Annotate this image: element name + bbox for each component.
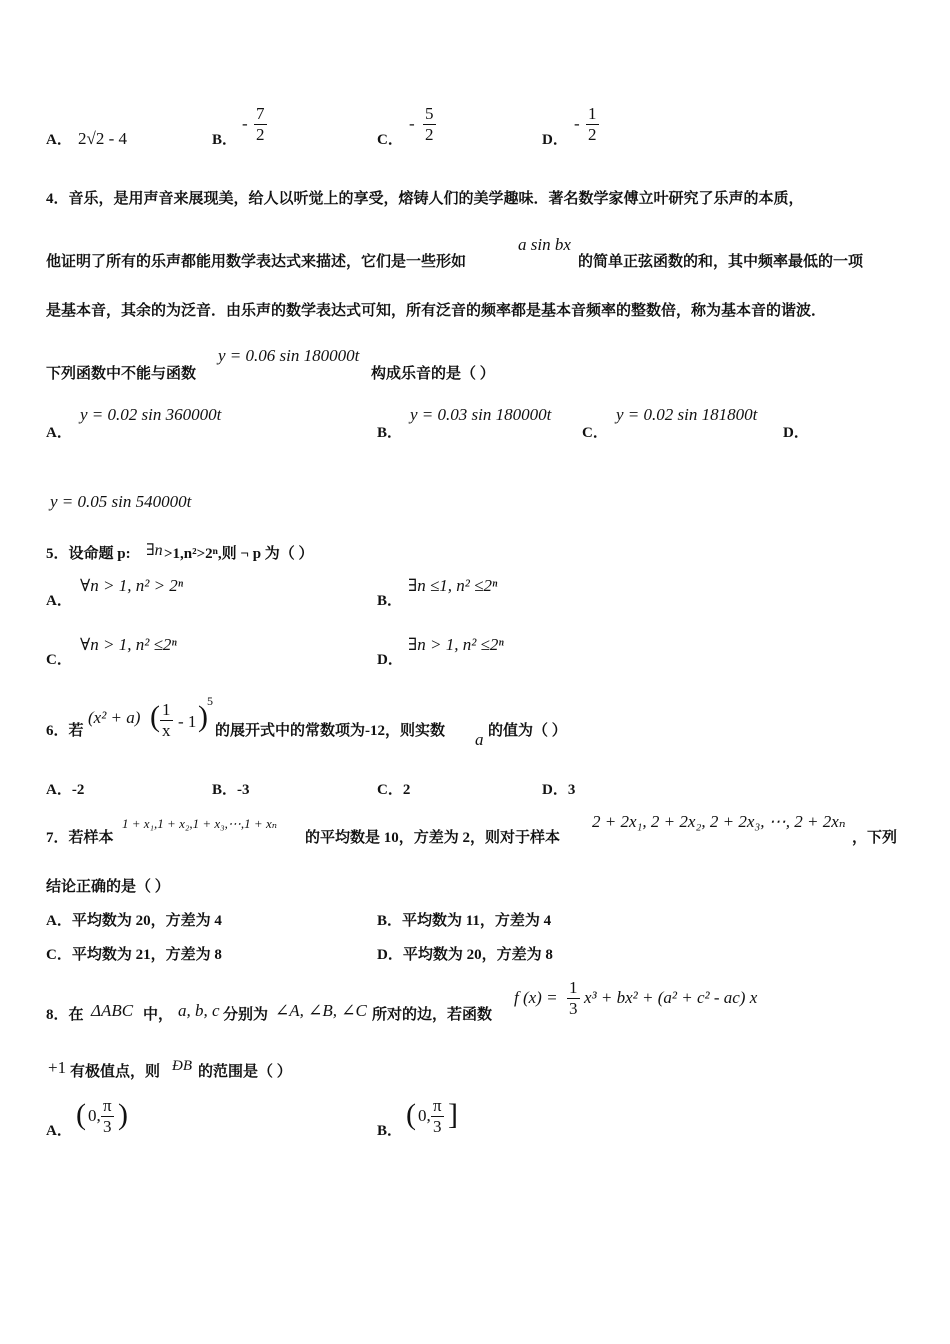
q3-option-d-label: D．: [542, 132, 568, 148]
q8-option-b-zero: 0,: [418, 1106, 431, 1125]
q8-option-b-left-paren: (: [406, 1098, 416, 1131]
q5-stem-pre: 5．设命题 p:: [46, 546, 131, 562]
q8-sides: a, b, c: [178, 1001, 220, 1020]
q5-stem-post: >1,n²>2ⁿ,则 ¬ p 为（ ）: [164, 546, 314, 562]
q3-option-c-fraction: [423, 104, 436, 145]
q8-func-frac-den: 3: [569, 999, 578, 1018]
q7-stem-mid: 的平均数是 10，方差为 2，则对于样本: [305, 830, 561, 846]
q8-stem-mid-1: 中，: [143, 1007, 174, 1023]
q5-stem-expr: ∃n: [146, 542, 163, 559]
q6-expr-fraction: [160, 700, 173, 741]
q3-option-d-den: 2: [588, 125, 597, 144]
q4-line-4-post: 构成乐音的是（ ）: [371, 366, 495, 382]
q5-option-d-label: D．: [377, 652, 403, 668]
q6-stem-post: 的值为（ ）: [488, 723, 567, 739]
q5-option-d-expr: ∃n > 1, n² ≤2ⁿ: [408, 635, 504, 654]
q6-expr-left: (x² + a): [88, 708, 141, 727]
q7-option-a: A．平均数为 20，方差为 4: [46, 913, 222, 929]
q8-stem-mid-2: 分别为: [223, 1007, 269, 1023]
q6-option-c: C．2: [377, 782, 411, 798]
q8-triangle: ΔABC: [91, 1001, 134, 1020]
q6-option-a: A．-2: [46, 782, 85, 798]
q6-frac-den: x: [162, 721, 171, 740]
q6-option-b: B．-3: [212, 782, 250, 798]
q3-option-b-minus: -: [242, 114, 248, 133]
q3-option-b-fraction: [254, 104, 267, 145]
q8-stem-pre: 8．在: [46, 1007, 84, 1023]
q8-option-b-num: π: [433, 1096, 442, 1115]
q4-line-2-expr: a sin bx: [518, 235, 571, 254]
q3-option-b-den: 2: [256, 125, 265, 144]
q3-option-c-num: 5: [425, 104, 434, 123]
q5-option-a-label: A．: [46, 593, 72, 609]
q8-option-a-num: π: [103, 1096, 112, 1115]
q8-func-fraction: [567, 978, 580, 1019]
q8-angles: ∠A, ∠B, ∠C: [275, 1001, 367, 1020]
q4-option-b-label: B．: [377, 425, 403, 441]
q7-sample-2: 2 + 2x₁, 2 + 2x₂, 2 + 2x₃, ⋯, 2 + 2xₙ: [592, 812, 846, 831]
q7-option-b: B．平均数为 11，方差为 4: [377, 913, 552, 929]
q8-line-2-angle: ÐB: [172, 1058, 192, 1074]
q8-line-2-expr: +1: [48, 1058, 67, 1077]
q6-expr-minus: - 1: [178, 712, 197, 731]
q6-option-d: D．3: [542, 782, 576, 798]
q4-option-c-label: C．: [582, 425, 608, 441]
q8-option-a-zero: 0,: [88, 1106, 101, 1125]
q8-option-a-right-paren: ): [118, 1098, 128, 1131]
q6-stem-pre: 6．若: [46, 723, 84, 739]
q3-option-b-label: B．: [212, 132, 238, 148]
q3-option-a-value: 2√2 - 4: [78, 129, 127, 148]
q3-option-d-fraction: [586, 104, 599, 145]
q5-option-b-expr: ∃n ≤1, n² ≤2ⁿ: [408, 576, 498, 595]
q4-line-2-post: 的简单正弦函数的和，其中频率最低的一项: [578, 254, 864, 270]
q8-option-b-right-bracket: ]: [448, 1098, 458, 1131]
q4-line-4-pre: 下列函数中不能与函数: [46, 366, 197, 382]
q8-option-a-label: A．: [46, 1123, 72, 1139]
q8-func-left: f (x) =: [514, 988, 558, 1007]
q3-option-d-minus: -: [574, 114, 580, 133]
q3-option-d-num: 1: [588, 104, 597, 123]
q3-option-c-minus: -: [409, 114, 415, 133]
q5-option-c-label: C．: [46, 652, 72, 668]
q7-stem-pre: 7．若样本: [46, 830, 114, 846]
q7-sample-1: 1 + x₁,1 + x₂,1 + x₃,⋯,1 + xₙ: [122, 816, 277, 831]
q3-option-a-label: A．: [46, 132, 72, 148]
q8-option-b-den: 3: [433, 1117, 442, 1136]
q4-option-b-expr: y = 0.03 sin 180000t: [410, 405, 552, 424]
q8-option-b-fraction: [431, 1096, 444, 1137]
q8-line-2-mid: 有极值点，则: [70, 1064, 161, 1080]
q6-stem-var: a: [475, 730, 484, 749]
q5-option-a-expr: ∀n > 1, n² > 2ⁿ: [80, 576, 184, 595]
q6-stem-mid: 的展开式中的常数项为-12，则实数: [215, 723, 445, 739]
q5-option-b-label: B．: [377, 593, 403, 609]
q6-right-paren: ): [198, 700, 208, 733]
q8-option-a-fraction: [101, 1096, 114, 1137]
q8-option-a-den: 3: [103, 1117, 112, 1136]
q3-option-b-num: 7: [256, 104, 265, 123]
q3-option-c-den: 2: [425, 125, 434, 144]
q7-stem-post: ，下列: [852, 830, 898, 846]
q7-line-2: 结论正确的是（ ）: [46, 879, 170, 895]
q4-line-2-pre: 他证明了所有的乐声都能用数学表达式来描述，它们是一些形如: [46, 254, 467, 270]
q7-option-c: C．平均数为 21，方差为 8: [46, 947, 222, 963]
q4-line-4-expr: y = 0.06 sin 180000t: [218, 346, 360, 365]
q8-option-b-label: B．: [377, 1123, 403, 1139]
q7-option-d: D．平均数为 20，方差为 8: [377, 947, 553, 963]
q6-expr-power: 5: [207, 694, 213, 708]
q6-frac-num: 1: [162, 700, 171, 719]
q8-stem-mid-3: 所对的边，若函数: [372, 1007, 493, 1023]
q4-option-a-label: A．: [46, 425, 72, 441]
q8-func-frac-num: 1: [569, 978, 578, 997]
q5-option-c-expr: ∀n > 1, n² ≤2ⁿ: [80, 635, 177, 654]
q3-option-c-label: C．: [377, 132, 403, 148]
q4-option-d-expr: y = 0.05 sin 540000t: [50, 492, 192, 511]
q4-option-d-label: D．: [783, 425, 809, 441]
q4-option-a-expr: y = 0.02 sin 360000t: [80, 405, 222, 424]
q4-option-c-expr: y = 0.02 sin 181800t: [616, 405, 758, 424]
q8-func-right: x³ + bx² + (a² + c² - ac) x: [584, 988, 758, 1007]
q8-option-a-left-paren: (: [76, 1098, 86, 1131]
q6-left-paren: (: [150, 700, 160, 733]
q4-line-3: 是基本音，其余的为泛音．由乐声的数学表达式可知，所有泛音的频率都是基本音频率的整数倍，称为基本音的谐波．: [46, 303, 827, 319]
q8-line-2-post: 的范围是（ ）: [198, 1064, 292, 1080]
q4-line-1: 4．音乐，是用声音来展现美，给人以听觉上的享受，熔铸人们的美学趣味．著名数学家傅立叶研究了乐声的本质，: [46, 191, 804, 207]
